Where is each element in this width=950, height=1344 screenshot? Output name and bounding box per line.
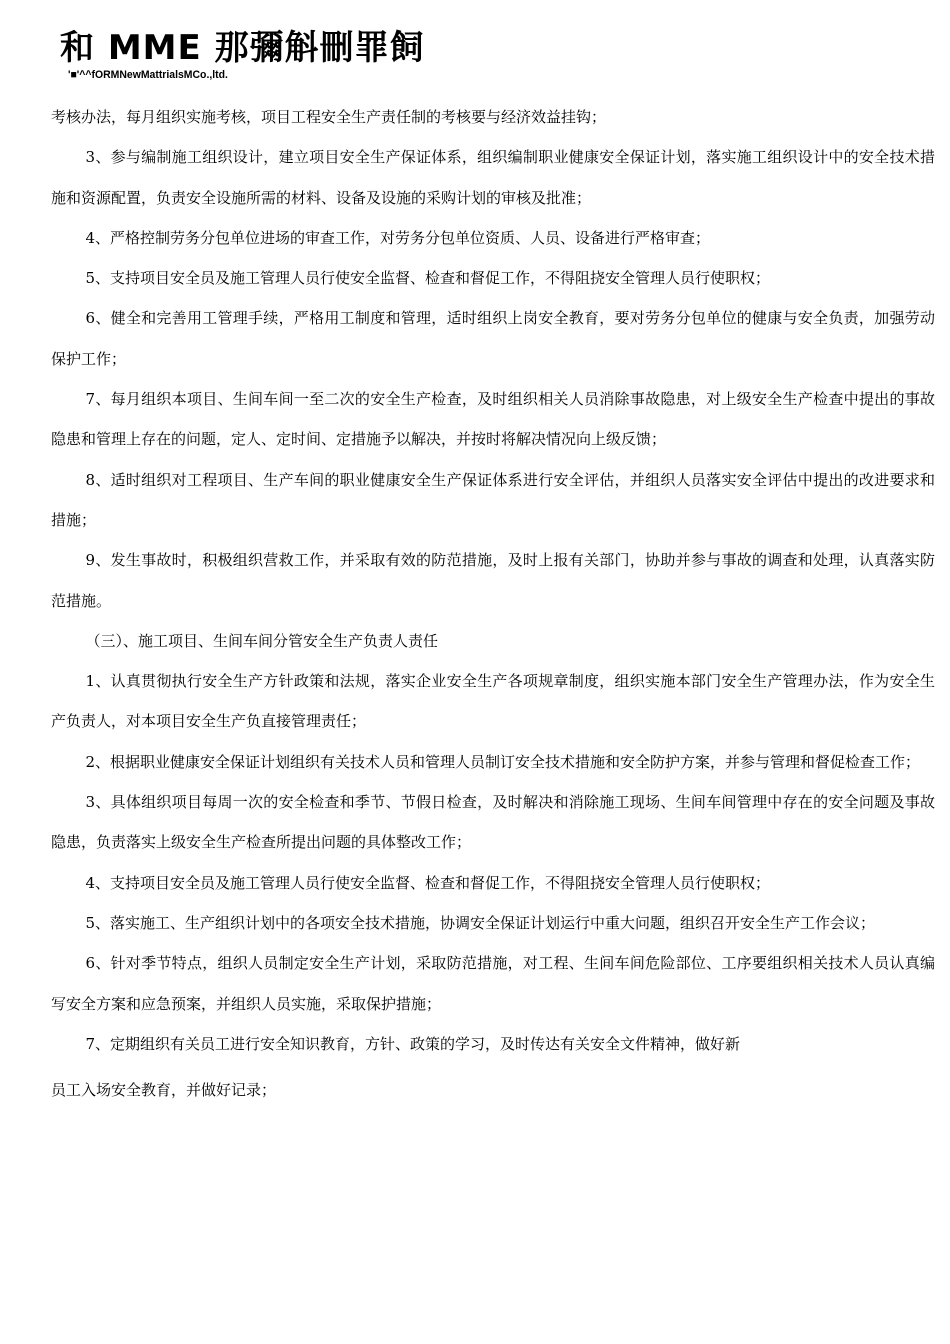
paragraph: 8、适时组织对工程项目、生产车间的职业健康安全生产保证体系进行安全评估，并组织人员落实安全评估中提出的改进要求和措施； [51,470,935,529]
paragraph: 考核办法，每月组织实施考核，项目工程安全生产责任制的考核要与经济效益挂钩； [51,108,607,126]
section-heading: （三）、施工项目、生间车间分管安全生产负责人责任 [85,631,439,650]
paragraph: 员工入场安全教育，并做好记录； [51,1081,277,1100]
paragraph: 3、具体组织项目每周一次的安全检查和季节、节假日检查，及时解决和消除施工现场、生间车间管理中存在的安全问题及事故隐患，负责落实上级安全生产检查所提出问题的具体整改工作； [51,793,935,852]
paragraph: 5、落实施工、生产组织计划中的各项安全技术措施，协调安全保证计划运行中重大问题，组织召开安全生产工作会议； [85,913,876,932]
paragraph: 6、针对季节特点，组织人员制定安全生产计划，采取防范措施，对工程、生间车间危险部位、工序要组织相关技术人员认真编写安全方案和应急预案，并组织人员实施，采取保护措施； [51,954,935,1013]
paragraph: 1、认真贯彻执行安全生产方针政策和法规，落实企业安全生产各项规章制度，组织实施本部门安全生产管理办法，作为安全生产负责人，对本项目安全生产负直接管理责任； [51,672,935,731]
document-body [51,97,935,1110]
paragraph: 4、严格控制劳务分包单位进场的审查工作，对劳务分包单位资质、人员、设备进行严格审查； [85,228,711,247]
paragraph: 6、健全和完善用工管理手续，严格用工制度和管理，适时组织上岗安全教育，要对劳务分包单位的健康与安全负责，加强劳动保护工作； [51,309,935,368]
paragraph: 7、每月组织本项目、生间车间一至二次的安全生产检查，及时组织相关人员消除事故隐患，对上级安全生产检查中提出的事故隐患和管理上存在的问题，定人、定时间、定措施予以解决，并按时将解决情况向上级反馈； [51,390,935,449]
paragraph: 3、参与编制施工组织设计，建立项目安全生产保证体系，组织编制职业健康安全保证计划，落实施工组织设计中的安全技术措施和资源配置，负责安全设施所需的材料、设备及设施的采购计划的审核及批准； [51,148,935,207]
paragraph: 5、支持项目安全员及施工管理人员行使安全监督、检查和督促工作，不得阻挠安全管理人员行使职权； [85,269,771,288]
paragraph: 9、发生事故时，积极组织营救工作，并采取有效的防范措施，及时上报有关部门，协助并参与事故的调查和处理，认真落实防范措施。 [51,551,935,610]
company-name: 和 MME 那彌斛刪罪飼 [60,28,425,68]
paragraph: 4、支持项目安全员及施工管理人员行使安全监督、检查和督促工作，不得阻挠安全管理人员行使职权； [85,873,771,892]
paragraph: 2、根据职业健康安全保证计划组织有关技术人员和管理人员制订安全技术措施和安全防护方案，并参与管理和督促检查工作； [85,752,921,771]
company-header [60,28,425,82]
company-english-name: '■'^^fORMNewMattrialsMCo.,ltd. [68,69,228,81]
paragraph: 7、定期组织有关员工进行安全知识教育，方针、政策的学习，及时传达有关安全文件精神，做好新 [85,1034,741,1053]
